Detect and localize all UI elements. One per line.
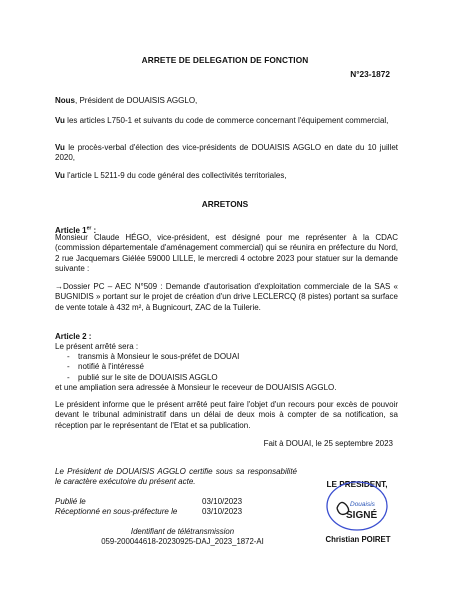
list-item-text: notifié à l'intéressé [78, 362, 145, 372]
publie-label: Publié le [55, 497, 86, 506]
vu-label-1: Vu [55, 116, 65, 125]
article-1-colon: : [91, 225, 97, 235]
document-title: ARRETE DE DELEGATION DE FONCTION [141, 55, 309, 65]
decision-heading: ARRETONS [201, 199, 249, 209]
signature-date: Fait à DOUAI, le 25 septembre 2023 [263, 439, 393, 448]
signed-stamp [321, 478, 393, 534]
list-item [55, 352, 398, 362]
teletransmission-id: 059-200044618-20230925-DAJ_2023_1872-AI [101, 537, 264, 546]
list-item-text: publié sur le site de DOUAISIS AGGLO [78, 372, 218, 382]
list-item [55, 373, 398, 383]
vu-text-1: les articles L750-1 et suivants du code de commerce concernant l'équipement commercial, [64, 116, 389, 125]
reception-date: 03/10/2023 [202, 507, 243, 516]
article-2-intro: Le présent arrêté sera : [55, 342, 139, 351]
teletransmission-block [90, 527, 275, 547]
vu-text-3: l'article L 5211-9 du code général des collectivités territoriales, [64, 171, 287, 180]
decree-number: N°23-1872 [350, 69, 390, 79]
bullet-dash: - [67, 372, 70, 382]
article-2-list [55, 352, 398, 383]
article-1-sup: er [86, 225, 92, 231]
stamp-text: SIGNÉ [346, 510, 378, 521]
vu-label-3: Vu [55, 171, 65, 180]
article-2-outro: et une ampliation sera adressée à Monsieur le receveur de DOUAISIS AGGLO. [55, 383, 337, 392]
article-1-paragraph: Monsieur Claude HÉGO, vice-président, est désigné pour me représenter à la CDAC (commission départementale d'aménagement commercial) qui se réunira en préfecture du Nord, 2 rue Jacquemars Giélée 59000 LILLE, le mercredi 4 octobre 2023 pour statuer sur la demande suivante : [55, 233, 398, 273]
article-2-title: Article 2 : [55, 332, 92, 341]
president-title: LE PRESIDENT, [326, 480, 388, 489]
article-1-dossier: →Dossier PC – AEC N°509 : Demande d'autorisation d'exploitation commerciale de la SAS « BUGNIDIS » portant sur le projet de création d'un drive LECLERCQ (8 pistes) portant sa surface de vente totale à 432 m², à Bugnicourt, ZAC de la Tuilerie. [55, 282, 398, 312]
article-1-title: Article 1 [55, 225, 87, 235]
nous-text: , Président de DOUAISIS AGGLO, [75, 96, 198, 105]
vu-paragraph-1 [55, 116, 398, 126]
recours-paragraph: Le président informe que le présent arrêté peut faire l'objet d'un recours pour excès de pouvoir devant le tribunal administratif dans un délai de deux mois à compter de sa notification, sa réception par le représentant de l'Etat et sa publication. [55, 400, 398, 430]
article-2-heading [55, 332, 398, 342]
president-name: Christian POIRET [325, 535, 391, 544]
list-item [55, 362, 398, 372]
vu-paragraph-3 [55, 171, 398, 181]
teletransmission-label: Identifiant de télétransmission [130, 527, 235, 536]
bullet-dash: - [67, 352, 70, 361]
bullet-dash: - [67, 362, 70, 372]
certification-text: Le Président de DOUAISIS AGGLO certifie sous sa responsabilité le caractère exécutoire du présent acte. [55, 467, 297, 487]
publie-date: 03/10/2023 [202, 497, 243, 506]
logo-text: Douaisis [350, 501, 375, 508]
list-item-text: transmis à Monsieur le sous-préfet de DOUAI [78, 352, 240, 361]
vu-paragraph-2 [55, 143, 398, 164]
vu-label-2: Vu [55, 143, 65, 152]
nous-paragraph [55, 96, 398, 106]
nous-label: Nous [55, 96, 75, 105]
reception-label: Réceptionné en sous-préfecture le [55, 507, 178, 516]
vu-text-2: le procès-verbal d'élection des vice-présidents de DOUAISIS AGGLO en date du 10 juillet 2020, [55, 143, 398, 163]
